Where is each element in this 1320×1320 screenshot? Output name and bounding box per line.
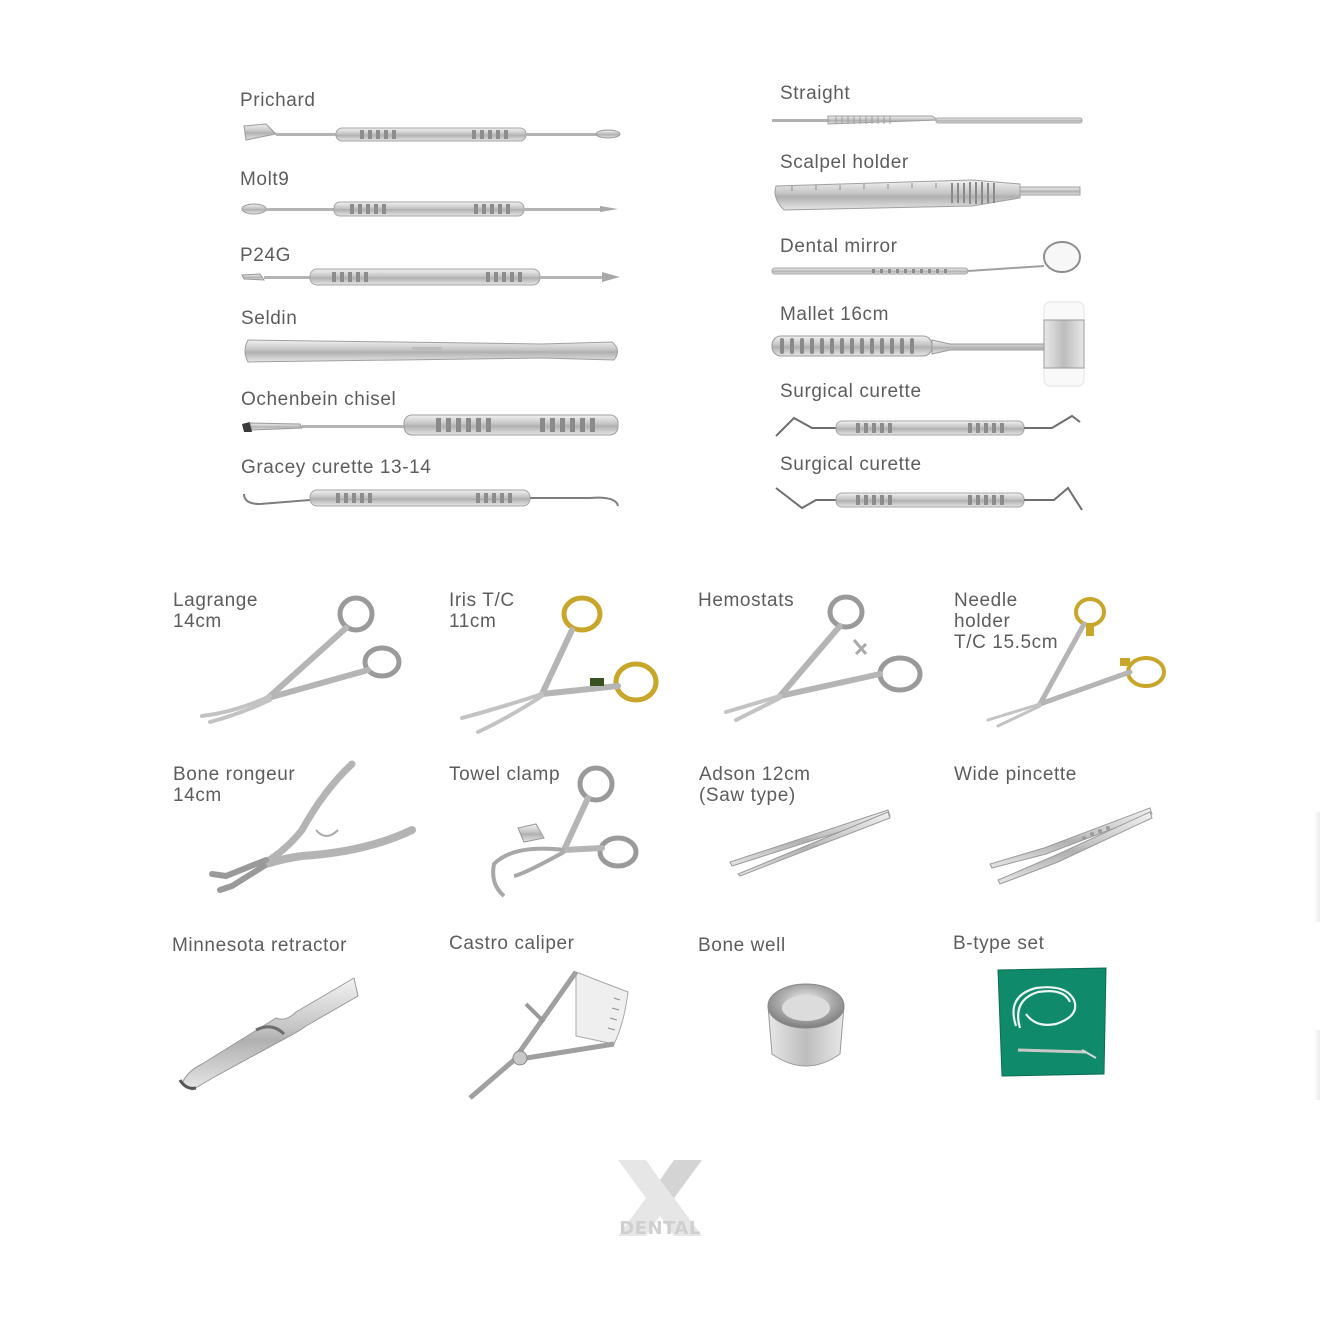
surgical-curette-icon <box>772 484 1088 514</box>
instrument-label-ochenbein-chisel: Ochenbein chisel <box>241 389 397 410</box>
scalpel-holder-icon <box>772 176 1084 214</box>
forceps-icon <box>726 804 892 880</box>
edge-decoration <box>1314 1030 1320 1100</box>
instrument-label-p24g: P24G <box>240 245 291 266</box>
mallet-icon <box>772 300 1088 390</box>
instrument-label-castro-caliper: Castro caliper <box>449 933 575 954</box>
instrument-label-bone-rongeur: Bone rongeur 14cm <box>173 764 296 806</box>
surgical-curette-icon <box>772 412 1088 442</box>
instrument-label-scalpel-holder: Scalpel holder <box>780 152 909 173</box>
instrument-label-surgical-curette-1: Surgical curette <box>780 381 922 402</box>
instrument-label-gracey-curette: Gracey curette 13-14 <box>241 457 432 478</box>
tc-scissors-icon <box>456 594 666 736</box>
needle-holder-icon <box>980 596 1172 732</box>
chisel-icon <box>240 410 622 440</box>
periosteal-elevator-icon <box>240 118 622 156</box>
towel-clamp-icon <box>484 764 644 900</box>
instrument-label-seldin: Seldin <box>241 308 298 329</box>
bone-rongeur-icon <box>206 760 418 896</box>
curette-icon <box>240 484 622 514</box>
instrument-label-b-type-set: B-type set <box>953 933 1045 954</box>
instrument-label-bone-well: Bone well <box>698 935 786 956</box>
periosteal-elevator-icon <box>240 264 622 292</box>
seldin-elevator-icon <box>242 334 624 368</box>
instrument-label-minnesota-retractor: Minnesota retractor <box>172 935 348 956</box>
brand-wordmark: DENTAL <box>619 1218 701 1239</box>
instrument-label-mallet: Mallet 16cm <box>780 304 890 325</box>
instrument-label-prichard: Prichard <box>240 90 316 111</box>
instrument-label-molt9: Molt9 <box>240 169 290 190</box>
instrument-label-towel-clamp: Towel clamp <box>449 764 561 785</box>
instrument-label-surgical-curette-2: Surgical curette <box>780 454 922 475</box>
retractor-icon <box>176 968 360 1094</box>
instrument-label-adson: Adson 12cm (Saw type) <box>699 764 811 806</box>
edge-decoration <box>1314 812 1320 922</box>
instrument-label-lagrange: Lagrange 14cm <box>173 590 259 632</box>
instrument-label-wide-pincette: Wide pincette <box>954 764 1077 785</box>
pincette-icon <box>984 804 1154 888</box>
scissors-icon <box>196 594 406 726</box>
caliper-icon <box>464 964 636 1104</box>
periosteal-elevator-icon <box>240 196 622 226</box>
surgical-drape-set-icon <box>996 966 1108 1078</box>
instrument-label-dental-mirror: Dental mirror <box>780 236 898 257</box>
hemostat-icon <box>716 594 926 728</box>
scalpel-handle-icon <box>772 110 1084 132</box>
instrument-label-needle-holder: Needle holder T/C 15.5cm <box>954 590 1059 653</box>
instrument-label-straight: Straight <box>780 83 851 104</box>
dental-mirror-icon <box>772 240 1084 284</box>
instrument-label-hemostats: Hemostats <box>698 590 795 611</box>
bone-well-icon <box>764 980 848 1074</box>
instrument-label-iris-tc: Iris T/C 11cm <box>449 590 515 632</box>
